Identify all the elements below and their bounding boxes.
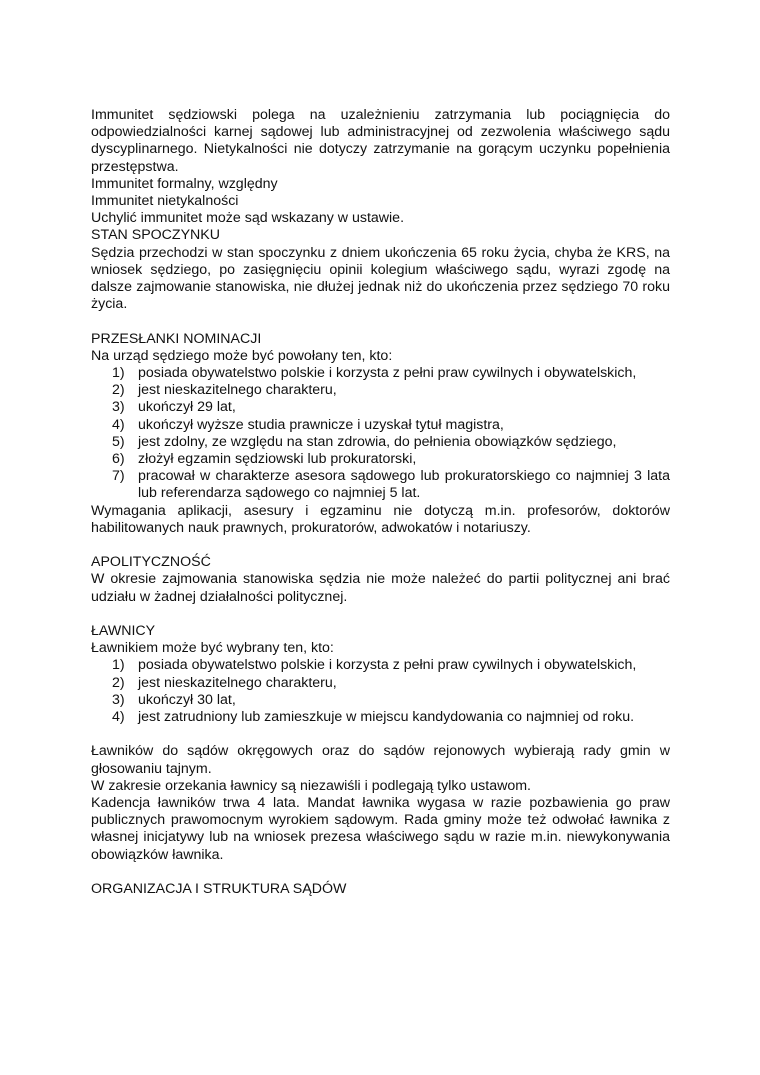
- lay-judges-independence-paragraph: W zakresie orzekania ławnicy są niezawiśli i podlegają tylko ustawom.: [91, 777, 531, 794]
- list-text: jest zdolny, ze względu na stan zdrowia, do pełnienia obowiązków sędziego,: [138, 433, 617, 450]
- immunity-formal-line: Immunitet formalny, względny: [91, 175, 278, 192]
- list-item: [91, 382, 670, 399]
- nomination-heading: PRZESŁANKI NOMINACJI: [91, 330, 262, 347]
- list-item: [91, 434, 670, 451]
- list-item: [91, 675, 670, 692]
- spacer: [91, 606, 670, 623]
- spacer: [91, 537, 670, 554]
- list-text: złożył egzamin sędziowski lub prokuratorski,: [138, 451, 417, 468]
- list-text: jest zatrudniony lub zamieszkuje w miejscu kandydowania co najmniej od roku.: [138, 709, 635, 726]
- list-text: jest nieskazitelnego charakteru,: [138, 674, 337, 691]
- list-text: posiada obywatelstwo polskie i korzysta z pełni praw cywilnych i obywatelskich,: [138, 657, 637, 674]
- nomination-note: Wymagania aplikacji, asesury i egzaminu nie dotyczą m.in. profesorów, doktorów habilitowanych nauk prawnych, prokuratorów, adwokatów i notariuszy.: [91, 502, 670, 536]
- lay-judges-heading: ŁAWNICY: [91, 623, 156, 640]
- spacer: [91, 313, 670, 330]
- list-number: 2): [112, 674, 125, 691]
- list-text: ukończył 29 lat,: [138, 399, 236, 416]
- retirement-paragraph: Sędzia przechodzi w stan spoczynku z dniem ukończenia 65 roku życia, chyba że KRS, na wniosek sędziego, po zasięgnięciu opinii kolegium właściwego sądu, wyrazi zgodę na dalsze zajmowanie stanowiska, nie dłużej jednak niż do ukończenia przez sędziego 70 roku życia.: [91, 244, 670, 313]
- list-number: 4): [112, 709, 125, 726]
- document-page: [91, 107, 670, 898]
- spacer: [91, 864, 670, 881]
- list-item: [91, 657, 670, 674]
- organization-heading: ORGANIZACJA I STRUKTURA SĄDÓW: [91, 881, 347, 898]
- immunity-paragraph: Immunitet sędziowski polega na uzależnieniu zatrzymania lub pociągnięcia do odpowiedzialności karnej sądowej lub administracyjnej od zezwolenia właściwego sądu dyscyplinarnego. Nietykalności nie dotyczy zatrzymanie na gorącym uczynku popełnienia przestępstwa.: [91, 107, 670, 175]
- list-item: [91, 399, 670, 416]
- retirement-heading: STAN SPOCZYNKU: [91, 227, 221, 244]
- nomination-intro: Na urząd sędziego może być powołany ten, kto:: [91, 347, 393, 364]
- spacer: [91, 726, 670, 743]
- list-number: 1): [112, 657, 125, 674]
- list-item: [91, 692, 670, 709]
- lay-judges-list: [91, 657, 670, 726]
- list-item: [91, 709, 670, 726]
- list-number: 6): [112, 451, 125, 468]
- list-text: jest nieskazitelnego charakteru,: [138, 382, 337, 399]
- list-number: 7): [112, 468, 125, 485]
- lay-judges-intro: Ławnikiem może być wybrany ten, kto:: [91, 640, 334, 657]
- list-item: [91, 417, 670, 434]
- list-number: 4): [112, 416, 125, 433]
- list-text: posiada obywatelstwo polskie i korzysta z pełni praw cywilnych i obywatelskich,: [138, 365, 637, 382]
- list-item: [91, 451, 670, 468]
- immunity-waiver-line: Uchylić immunitet może sąd wskazany w ustawie.: [91, 210, 405, 227]
- apolitical-paragraph: W okresie zajmowania stanowiska sędzia nie może należeć do partii politycznej ani brać udziału w żadnej działalności politycznej.: [91, 571, 670, 605]
- lay-judges-election-paragraph: Ławników do sądów okręgowych oraz do sądów rejonowych wybierają rady gmin w głosowaniu tajnym.: [91, 743, 670, 777]
- list-number: 3): [112, 399, 125, 416]
- apolitical-heading: APOLITYCZNOŚĆ: [91, 554, 211, 571]
- list-item: [91, 365, 670, 382]
- nomination-list: [91, 365, 670, 503]
- immunity-inviolability-line: Immunitet nietykalności: [91, 193, 239, 210]
- list-text: ukończył wyższe studia prawnicze i uzyskał tytuł magistra,: [138, 416, 504, 433]
- list-text: pracował w charakterze asesora sądowego lub prokuratorskiego co najmniej 3 lata lub referendarza sądowego co najmniej 5 lat.: [138, 468, 670, 502]
- list-number: 2): [112, 382, 125, 399]
- list-number: 5): [112, 433, 125, 450]
- lay-judges-term-paragraph: Kadencja ławników trwa 4 lata. Mandat ławnika wygasa w razie pozbawienia go praw publicznych prawomocnym wyrokiem sądowym. Rada gminy może też odwołać ławnika z własnej inicjatywy lub na wniosek prezesa właściwego sądu w razie m.in. niewykonywania obowiązków ławnika.: [91, 795, 670, 863]
- list-text: ukończył 30 lat,: [138, 691, 236, 708]
- list-number: 1): [112, 365, 125, 382]
- list-number: 3): [112, 691, 125, 708]
- list-item: [91, 468, 670, 502]
